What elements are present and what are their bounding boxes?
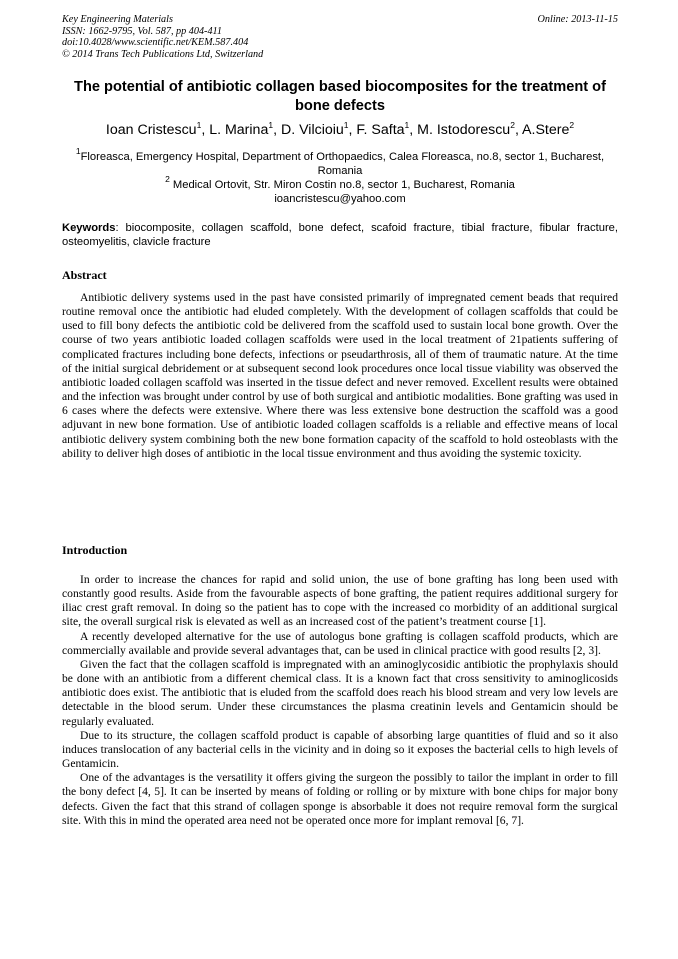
keywords-text: : biocomposite, collagen scaffold, bone defect, scafoid fracture, tibial fracture, fibular fracture, osteomyelitis, clavicle fracture xyxy=(62,222,618,249)
abstract-paragraph: Antibiotic delivery systems used in the past have consisted primarily of impregnated cement beads that required routine removal once the antibiotic had eluded completely. With the development of collagen scaffolds that could be used to fill bony defects the antibiotic cold be delivered from the scaffold used to sustain local bone growth. Over the course of two years antibiotic loaded collagen scaffolds were used in the local treatment of 21patients suffering of complicated fractures including bone defects, infections or pseudarthrosis, all of them of traumatic nature. At the time of the initial surgical debridement or at subsequent second look procedures once local tissue viability was observed the antibiotic loaded collagen scaffold was inserted in the tissue defect and never removed. Excellent results were obtained and the infection was brought under control by use of both surgical and antibiotic modalities. Bone grafting was used in 6 cases where the defects were extensive. Where there was less extensive bone destruction the scaffold was a good adjuvant in new bone formation. Use of antibiotic loaded collagen scaffolds is a reliable and effective means of local antibiotic delivery system combining both the new bone formation capacity of the scaffold to hold osteoblasts with the ability to deliver high doses of antibiotic in the local tissue environment and thus avoiding the systemic toxicity. xyxy=(62,291,618,460)
paper-title: The potential of antibiotic collagen based biocomposites for the treatment of bone defects xyxy=(74,79,606,114)
introduction-paragraph: Due to its structure, the collagen scaffold product is capable of absorbing large quantities of fluid and so it also induces translocation of any bacterial cells in the vicinity and in doing so it exposes the bacterial cells to high levels of Gentamicin. xyxy=(62,728,618,771)
keywords xyxy=(62,221,618,250)
abstract-body xyxy=(62,291,618,461)
author: Ioan Cristescu$^1$, xyxy=(105,120,210,138)
copyright-line: © 2014 Trans Tech Publications Ltd, Switzerland xyxy=(62,48,264,60)
author: F. Safta$^1$, xyxy=(356,120,418,138)
keywords-label: Keywords xyxy=(62,222,116,234)
issn-line: ISSN: 1662-9795, Vol. 587, pp 404-411 xyxy=(62,25,222,37)
introduction-heading: Introduction xyxy=(62,543,128,557)
author: L. Marina$^1$, xyxy=(209,120,281,138)
introduction-paragraph: One of the advantages is the versatility it offers giving the surgeon the possibly to tailor the implant in order to fill the bony defect [4, 5]. It can be inserted by means of folding or rolling or by mixture with bone chips for major bony defects. Given the fact that this strand of collagen sponge is absorbable it does not require removal form the surgical site. With this in mind the operated area need not be operated once more for implant removal [6, 7]. xyxy=(62,771,618,827)
introduction-paragraph: A recently developed alternative for the use of autologus bone grafting is collagen scaffold products, which are commercially available and provide several advantages that, can be used in clinical practice with good results [2, 3]. xyxy=(62,629,618,657)
affiliation: $^1$Floreasca, Emergency Hospital, Department of Orthopaedics, Calea Floreasca, no.8, sector 1, Bucharest, Romania xyxy=(75,146,605,178)
introduction-body xyxy=(62,573,618,828)
author: D. Vilcioiu$^1$, xyxy=(280,120,357,138)
introduction-paragraph: In order to increase the chances for rapid and solid union, the use of bone grafting has long been used with constantly good results. Aside from the favourable aspects of bone grafting, the patient requires additional surgery for iliac crest graft removal. In doing so the patient has to cope with the increased co morbidity of an additional surgical site, the overall surgical risk is elevated as well as an increased cost of the patient’s treatment course [1]. xyxy=(62,573,618,629)
contact-email: ioancristescu@yahoo.com xyxy=(274,193,406,205)
author: A.Stere$^2$ xyxy=(522,120,575,138)
journal-name: Key Engineering Materials xyxy=(62,14,173,25)
author-list xyxy=(62,121,618,139)
abstract-heading: Abstract xyxy=(62,268,107,282)
introduction-paragraph: Given the fact that the collagen scaffold is impregnated with an aminoglycosidic antibiotic the prophylaxis should be done with an antibiotic from a different chemical class. It is a known fact that cross sensitivity to aminoglicosids antibiotic does exist. The antibiotic that is eluded from the scaffold does reach his blood stream and very low levels are detectable in the blood serum. Under these circumstances the plasma creatinin levels and Gentamicin should be regularly evaluated. xyxy=(62,657,618,728)
online-date: Online: 2013-11-15 xyxy=(537,14,618,25)
author: M. Istodorescu$^2$, xyxy=(417,120,523,138)
affiliation: $^2$ Medical Ortovit, Str. Miron Costin no.8, sector 1, Bucharest, Romania xyxy=(165,174,515,191)
journal-header xyxy=(62,14,618,60)
doi-line: doi:10.4028/www.scientific.net/KEM.587.404 xyxy=(62,37,249,49)
